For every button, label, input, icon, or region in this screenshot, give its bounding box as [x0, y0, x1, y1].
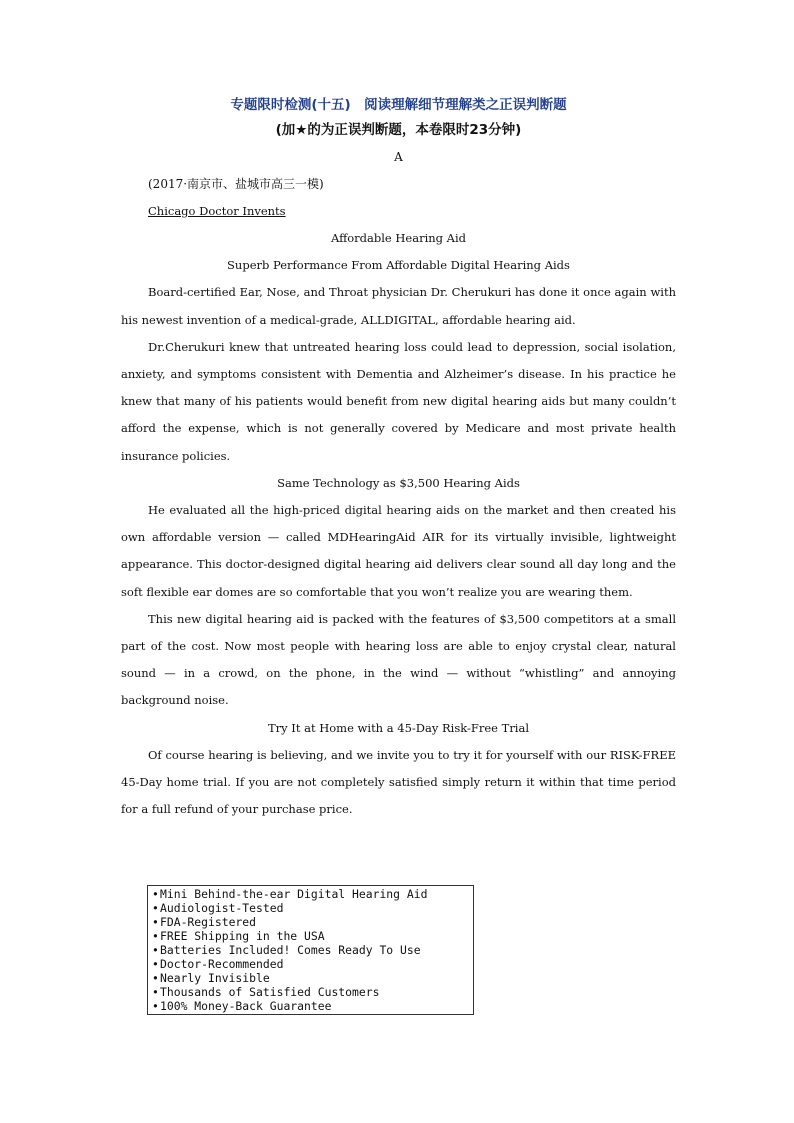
- bullet-icon: •: [152, 915, 159, 929]
- feature-text: Mini Behind-the-ear Digital Hearing Aid: [160, 887, 428, 901]
- article-paragraph-5: Of course hearing is believing, and we invite you to try it for yourself with our RISK-FREE 45-Day home trial. If you are not completely satisfied simply return it within that time period for a full refund of your purchase price.: [121, 747, 676, 817]
- feature-text: FREE Shipping in the USA: [160, 929, 325, 943]
- article-heading-4: Try It at Home with a 45-Day Risk-Free Trial: [267, 720, 530, 735]
- feature-item: [152, 957, 473, 971]
- feature-item: [152, 929, 473, 943]
- bullet-icon: •: [152, 985, 159, 999]
- feature-item: [152, 985, 473, 999]
- article-paragraph-1: Board-certified Ear, Nose, and Throat physician Dr. Cherukuri has done it once again with his newest invention of a medical-grade, ALLDIGITAL, affordable hearing aid.: [121, 285, 676, 327]
- document-page: [121, 93, 676, 823]
- section-letter: A: [394, 150, 403, 164]
- feature-text: Thousands of Satisfied Customers: [160, 985, 380, 999]
- feature-text: Batteries Included! Comes Ready To Use: [160, 943, 421, 957]
- bullet-icon: •: [152, 971, 159, 985]
- bullet-icon: •: [152, 957, 159, 971]
- page-title: 专题限时检测(十五) 阅读理解细节理解类之正误判断题: [230, 97, 567, 113]
- bullet-icon: •: [152, 929, 159, 943]
- bullet-icon: •: [152, 999, 159, 1013]
- feature-text: FDA-Registered: [160, 915, 257, 929]
- source-citation: (2017·南京市、盐城市高三一模): [148, 177, 324, 191]
- bullet-icon: •: [152, 887, 159, 901]
- feature-text: 100% Money-Back Guarantee: [160, 999, 332, 1013]
- article-paragraph-4: This new digital hearing aid is packed with the features of $3,500 competitors at a small part of the cost. Now most people with hearing loss are able to enjoy crystal clear, natural sound — in a crowd, on the phone, in the wind — without “whistling” and annoying background noise.: [121, 611, 676, 708]
- feature-item: [152, 915, 473, 929]
- bullet-icon: •: [152, 901, 159, 915]
- article-paragraph-2: Dr.Cherukuri knew that untreated hearing loss could lead to depression, social isolation, anxiety, and symptoms consistent with Dementia and Alzheimer’s disease. In his practice he knew that many of his patients would benefit from new digital hearing aids but many couldn’t afford the expense, which is not generally covered by Medicare and most private health insurance policies.: [121, 339, 676, 463]
- article-heading-1: Affordable Hearing Aid: [330, 231, 467, 245]
- bullet-icon: •: [152, 943, 159, 957]
- feature-text: Nearly Invisible: [160, 971, 270, 985]
- feature-item: [152, 887, 473, 901]
- features-box: [147, 885, 474, 1015]
- feature-item: [152, 999, 473, 1013]
- page-subtitle: (加★的为正误判断题，本卷限时23分钟): [275, 122, 522, 138]
- article-heading-3: Same Technology as $3,500 Hearing Aids: [277, 475, 520, 490]
- feature-item: [152, 971, 473, 985]
- feature-item: [152, 901, 473, 915]
- article-headline: Chicago Doctor Invents: [148, 204, 286, 218]
- feature-text: Audiologist-Tested: [160, 901, 284, 915]
- article-heading-2: Superb Performance From Affordable Digital Hearing Aids: [227, 258, 570, 273]
- article-paragraph-3: He evaluated all the high-priced digital hearing aids on the market and then created his own affordable version — called MDHearingAid AIR for its virtually invisible, lightweight appearance. This doctor-designed digital hearing aid delivers clear sound all day long and the soft flexible ear domes are so comfortable that you won’t realize you are wearing them.: [121, 502, 676, 599]
- feature-text: Doctor-Recommended: [160, 957, 284, 971]
- feature-item: [152, 943, 473, 957]
